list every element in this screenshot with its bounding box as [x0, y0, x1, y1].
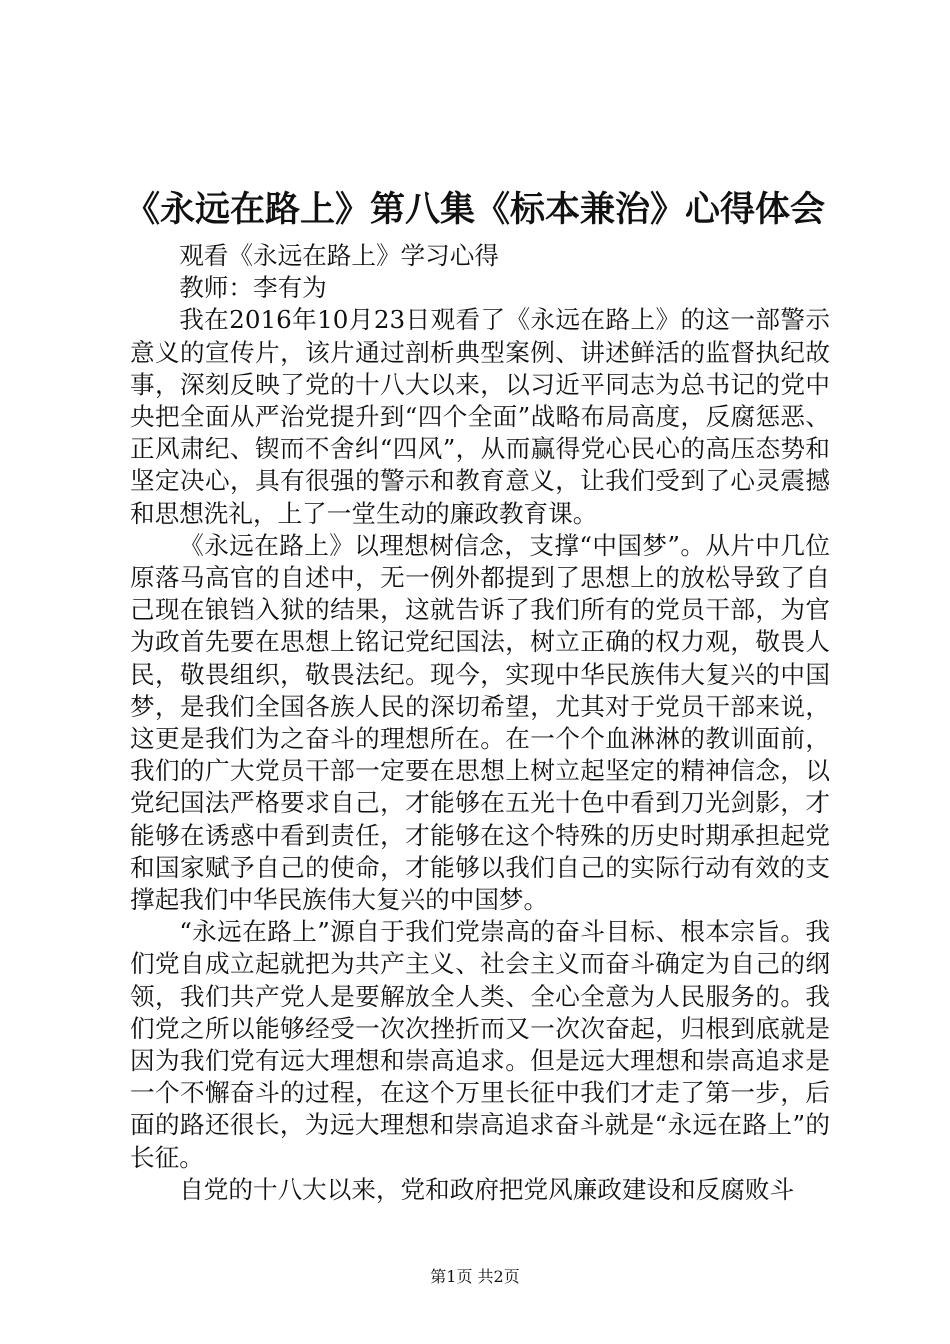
page-footer: 第1页 共2页	[430, 1267, 520, 1286]
document-body	[130, 240, 830, 1206]
body-paragraph-4: 自党的十八大以来，党和政府把党风廉政建设和反腐败斗	[179, 1174, 795, 1204]
document-title: 《永远在路上》第八集《标本兼治》心得体会	[124, 189, 825, 230]
body-paragraph-2: 《永远在路上》以理想树信念，支撑“中国梦”。从片中几位原落马高官的自述中，无一例外都提到了思想上的放松导致了自己现在锒铛入狱的结果，这就告诉了我们所有的党员干部，为官为政首先要在思想上铭记党纪国法，树立正确的权力观，敬畏人民，敬畏组织，敬畏法纪。现今，实现中华民族伟大复兴的中国梦，是我们全国各族人民的深切希望，尤其对于党员干部来说，这更是我们为之奋斗的理想所在。在一个个血淋淋的教训面前，我们的广大党员干部一定要在思想上树立起坚定的精神信念，以党纪国法严格要求自己，才能够在五光十色中看到刀光剑影，才能够在诱惑中看到责任，才能够在这个特殊的历史时期承担起党和国家赋予自己的使命，才能够以我们自己的实际行动有效的支撑起我们中华民族伟大复兴的中国梦。	[130, 530, 830, 915]
author-paragraph: 教师：李有为	[179, 273, 327, 303]
body-paragraph-1: 我在2016年10月23日观看了《永远在路上》的这一部警示意义的宣传片，该片通过剖析典型案例、讲述鲜活的监督执纪故事，深刻反映了党的十八大以来，以习近平同志为总书记的党中央把全面从严治党提升到“四个全面”战略布局高度，反腐惩恶、正风肃纪、锲而不舍纠“四风”，从而赢得党心民心的高压态势和坚定决心，具有很强的警示和教育意义，让我们受到了心灵震撼和思想洗礼，上了一堂生动的廉政教育课。	[130, 305, 830, 528]
subtitle-paragraph: 观看《永远在路上》学习心得	[179, 241, 499, 270]
body-paragraph-3: “永远在路上”源自于我们党崇高的奋斗目标、根本宗旨。我们党自成立起就把为共产主义、社会主义而奋斗确定为自己的纲领，我们共产党人是要解放全人类、全心全意为人民服务的。我们党之所以能够经受一次次挫折而又一次次奋起，归根到底就是因为我们党有远大理想和崇高追求。但是远大理想和崇高追求是一个不懈奋斗的过程，在这个万里长征中我们才走了第一步，后面的路还很长，为远大理想和崇高追求奋斗就是“永远在路上”的长征。	[130, 917, 830, 1172]
